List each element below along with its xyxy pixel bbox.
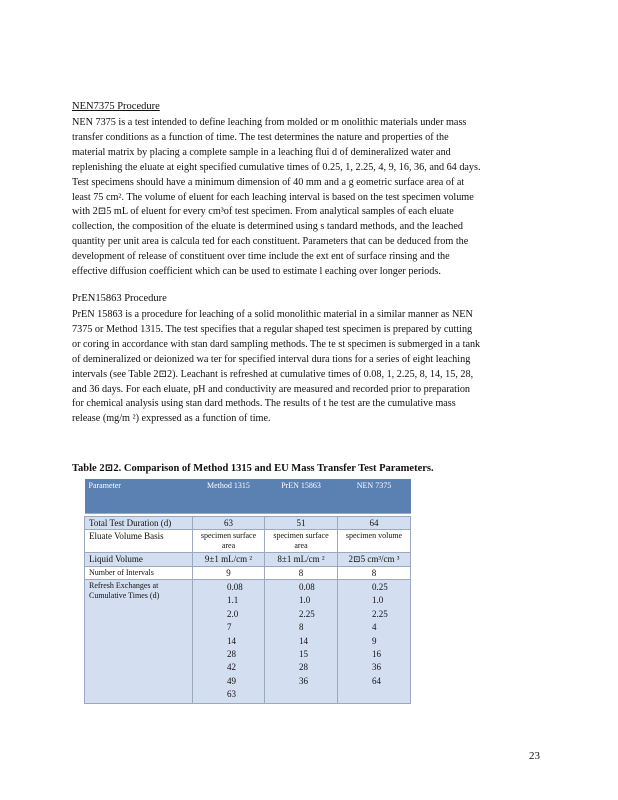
section-paragraph — [72, 116, 546, 280]
paragraph-line: PrEN 15863 is a procedure for leaching of a solid monolithic material in a similar manner as NEN — [72, 309, 473, 320]
table-cell: specimen surface area — [265, 530, 338, 553]
refresh-times-nen7375 — [338, 580, 411, 704]
table-header-cell: Parameter — [85, 479, 193, 514]
table-cell: 51 — [265, 517, 338, 530]
table-header-cell: Method 1315 — [193, 479, 265, 514]
paragraph-line: of demineralized or deionized wa ter for specified interval dura tions for a series of eight leaching — [72, 353, 471, 365]
paragraph-line: Test specimens should have a minimum dimension of 40 mm and a g eometric surface area of at — [72, 176, 465, 188]
row-label: Liquid Volume — [85, 553, 193, 567]
table-caption: Table 2⊡2. Comparison of Method 1315 and EU Mass Transfer Test Parameters. — [72, 463, 434, 474]
table-cell: 63 — [193, 517, 265, 530]
paragraph-line: or coring in accordance with stan dard sampling methods. The te st specimen is submerged in a tank — [72, 338, 481, 350]
refresh-times-pren15863 — [265, 580, 338, 704]
row-label: Total Test Duration (d) — [85, 517, 193, 530]
paragraph-line: effective diffusion coefficient which can be used to estimate l eaching over longer periods. — [72, 266, 441, 278]
refresh-time: 1.0 — [372, 595, 384, 606]
paragraph-line: release (mg/m ²) expressed as a function of time. — [72, 413, 271, 425]
paragraph-line: least 75 cm². The volume of eluent for each leaching interval is based on the test specimen volume — [72, 191, 474, 203]
paragraph-line: NEN 7375 is a test intended to define leaching from molded or m onolithic materials under mass — [72, 117, 467, 128]
paragraph-line: 7375 or Method 1315. The test specifies that a regular shaped test specimen is prepared by cutting — [72, 323, 473, 335]
refresh-time: 1.1 — [227, 595, 239, 606]
table-cell: specimen volume — [338, 530, 411, 553]
table-cell: specimen surface area — [193, 530, 265, 553]
refresh-time: 4 — [372, 622, 377, 633]
table-cell: 2⊡5 cm³/cm ³ — [338, 553, 411, 567]
paragraph-line: quantity per unit area is calcula ted for each constituent. Parameters that can be deduced from the — [72, 236, 469, 248]
refresh-time: 36 — [299, 675, 308, 686]
refresh-time: 0.25 — [372, 582, 388, 592]
section-title: NEN7375 Procedure — [72, 101, 160, 112]
table-row — [85, 517, 411, 530]
table-cell: 64 — [338, 517, 411, 530]
refresh-time: 63 — [227, 689, 236, 700]
row-label: Refresh Exchanges at Cumulative Times (d) — [85, 580, 193, 704]
paragraph-line: collection, the composition of the eluate is determined using s tandard methods, and the leached — [72, 221, 463, 233]
page-number: 23 — [529, 750, 540, 762]
section-nen7375 — [72, 100, 546, 280]
paragraph-line: for chemical analysis using stan dard methods. The results of t he test are the cumulative mass — [72, 398, 456, 410]
table-header-cell: NEN 7375 — [338, 479, 411, 514]
paragraph-line: with 2⊡5 mL of eluent for every cm³of test specimen. From analytical samples of each eluate — [72, 206, 454, 218]
table-header-cell: PrEN 15863 — [265, 479, 338, 514]
section-paragraph — [72, 308, 546, 427]
table-row — [85, 530, 411, 553]
refresh-time: 2.25 — [299, 608, 315, 619]
paragraph-line: intervals (see Table 2⊡2). Leachant is refreshed at cumulative times of 0.08, 1, 2.25, 8, 14, 15, 28, — [72, 368, 474, 380]
refresh-time: 2.0 — [227, 608, 239, 619]
table-row — [85, 567, 411, 580]
row-label: Number of Intervals — [85, 567, 193, 580]
refresh-time: 49 — [227, 675, 236, 686]
paragraph-line: replenishing the eluate at eight specified cumulative times of 0.25, 1, 2.25, 4, 9, 16, 36, and 64 days. — [72, 161, 481, 173]
refresh-time: 2.25 — [372, 608, 388, 619]
table-cell: 9 — [193, 567, 265, 580]
section-title: PrEN15863 Procedure — [72, 293, 167, 304]
refresh-time: 0.08 — [227, 582, 243, 592]
table-cell: 9±1 mL/cm ² — [193, 553, 265, 567]
refresh-time: 64 — [372, 675, 381, 686]
table-cell: 8 — [265, 567, 338, 580]
refresh-time: 36 — [372, 662, 381, 673]
table-cell: 8±1 mL/cm ² — [265, 553, 338, 567]
table-row — [85, 580, 411, 704]
paragraph-line: and 36 days. For each eluate, pH and conductivity are measured and recorded prior to preparation — [72, 383, 471, 395]
paragraph-line: development of release of constituent over time include the ext ent of surface rinsing and the — [72, 251, 450, 263]
comparison-table — [84, 479, 410, 704]
paragraph-line: transfer conditions as a function of time. The test determines the nature and properties of the — [72, 131, 449, 143]
refresh-time: 1.0 — [299, 595, 311, 606]
row-label: Eluate Volume Basis — [85, 530, 193, 553]
refresh-time: 28 — [227, 649, 236, 660]
refresh-time: 9 — [372, 635, 377, 646]
refresh-time: 14 — [299, 635, 308, 646]
table-cell: 8 — [338, 567, 411, 580]
refresh-time: 28 — [299, 662, 308, 673]
refresh-time: 7 — [227, 622, 232, 633]
refresh-time: 0.08 — [299, 582, 315, 592]
table-row — [85, 553, 411, 567]
refresh-time: 16 — [372, 649, 381, 660]
refresh-time: 15 — [299, 649, 308, 660]
refresh-times-method1315 — [193, 580, 265, 704]
paragraph-line: material matrix by placing a complete sample in a leaching flui d of demineralized water and — [72, 146, 451, 158]
refresh-time: 8 — [299, 622, 304, 633]
section-pren15863 — [72, 292, 546, 427]
refresh-time: 14 — [227, 635, 236, 646]
refresh-time: 42 — [227, 662, 236, 673]
